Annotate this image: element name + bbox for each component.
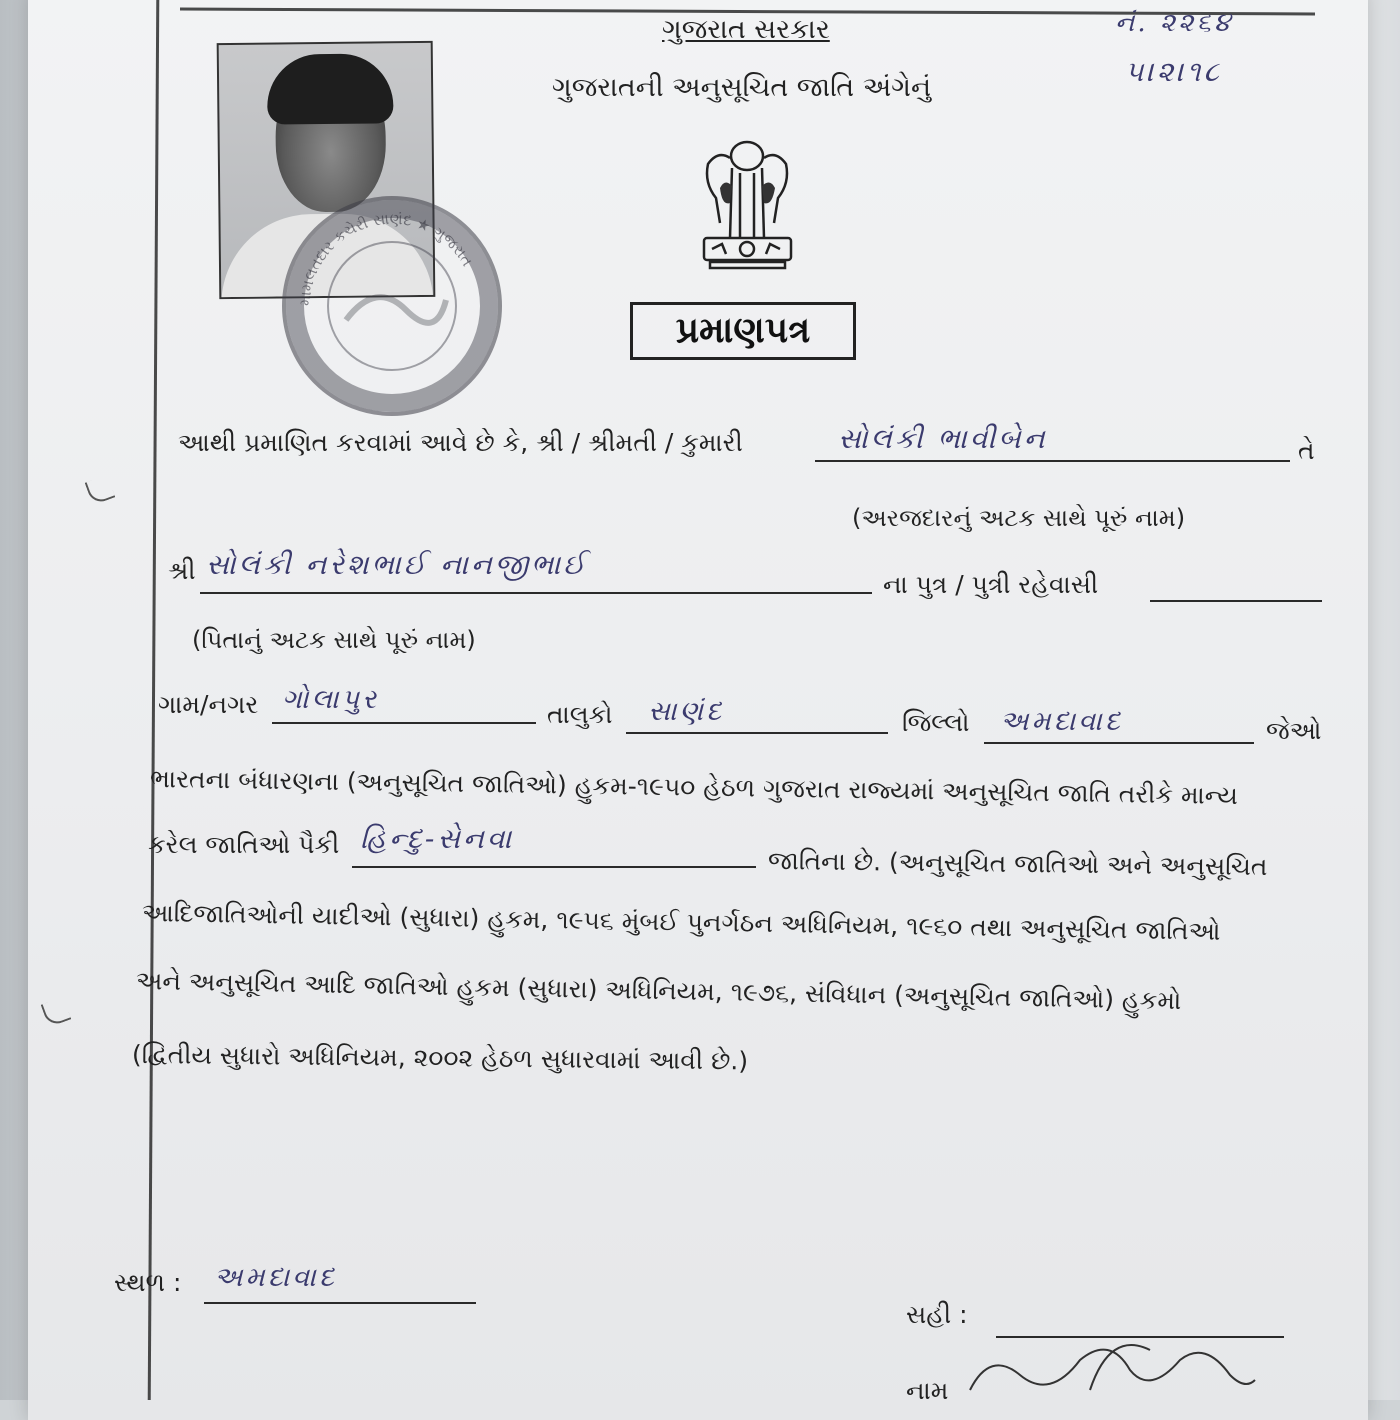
signature-label: સહી : — [906, 1300, 968, 1329]
son-daughter-resident-text: ના પુત્ર / પુત્રી રહેવાસી — [883, 570, 1099, 599]
shri-label: શ્રી — [168, 556, 196, 585]
line3-suffix: જેઓ — [1266, 716, 1322, 745]
village-value: ગોલાપુર — [282, 684, 379, 715]
seal-text: મામલતદાર કચેરી સાણંદ ★ ગુજરાત — [295, 209, 477, 307]
certificate-date: ૫।૨।૧૮ — [1125, 55, 1222, 88]
taluka-label: તાલુકો — [547, 700, 613, 729]
applicant-name: સોલંકી ભાવીબેન — [838, 422, 1048, 455]
certificate-subtitle: ગુજરાતની અનુસૂચિત જાતિ અંગેનું — [552, 72, 932, 103]
district-value: અમદાવાદ — [1000, 706, 1123, 737]
certificate-number: નં. ૨૨૬૪ — [1115, 8, 1234, 38]
amendment-text-3: (દ્વિતીય સુધારો અધિનિયમ, ૨૦૦૨ હેઠળ સુધારવામાં આવી છે.) — [131, 1040, 749, 1076]
amendment-text-1: આદિજાતિઓની યાદીઓ (સુધારા) હુકમ, ૧૯૫૬ મુંબઈ પુનર્ગઠન અધિનિયમ, ૧૯૬૦ તથા અનુસૂચિત જાતિઓ — [141, 898, 1221, 946]
district-line — [984, 742, 1254, 744]
line1-suffix: તે — [1298, 436, 1315, 465]
amendment-text-2: અને અનુસૂચિત આદિ જાતિઓ હુકમ (સુધારા) અધિનિયમ, ૧૯૭૬, સંવિધાન (અનુસૂચિત જાતિઓ) હુકમો — [135, 966, 1182, 1016]
certificate-title-box — [630, 302, 856, 360]
place-line — [204, 1302, 476, 1304]
village-label: ગામ/નગર — [158, 690, 259, 719]
father-name: સોલંકી નરેશભાઈ નાનજીભાઈ — [206, 548, 588, 581]
photo-hair — [267, 53, 394, 124]
applicant-name-line — [815, 460, 1290, 462]
place-value: અમદાવાદ — [214, 1262, 337, 1293]
seal-ring — [286, 200, 498, 412]
caste-list-text: કરેલ જાતિઓ પૈકી — [148, 830, 340, 859]
name-label: નામ — [906, 1376, 949, 1405]
village-line — [272, 722, 536, 724]
residence-line — [1150, 600, 1322, 602]
department-title: ગુજરાત સરકાર — [662, 14, 830, 45]
constitution-text: ભારતના બંધારણના (અનુસૂચિત જાતિઓ) હુકમ-૧૯૫૦ હેઠળ ગુજરાત રાજ્યમાં અનુસૂચિત જાતિ તરીકે માન્ય — [149, 764, 1239, 811]
father-note: (પિતાનું અટક સાથે પૂરું નામ) — [192, 626, 476, 654]
svg-text:મામલતદાર કચેરી સાણંદ ★ ગુજરાત — [296, 210, 477, 307]
ashoka-emblem-icon — [690, 128, 805, 293]
caste-suffix-text: જાતિના છે. (અનુસૂચિત જાતિઓ અને અનુસૂચિત — [767, 846, 1268, 882]
signature-scribble — [960, 1330, 1260, 1400]
taluka-line — [626, 732, 888, 734]
certify-text: આથી પ્રમાણિત કરવામાં આવે છે કે, શ્રી / શ્રીમતી / કુમારી — [178, 428, 743, 457]
caste-value: હિન્દુ-સેનવા — [360, 822, 515, 855]
official-seal — [282, 196, 502, 416]
father-name-line — [200, 592, 872, 594]
district-label: જિલ્લો — [902, 708, 970, 737]
certificate-title: પ્રમાણપત્ર — [675, 310, 811, 351]
caste-line — [352, 866, 756, 868]
place-label: સ્થળ : — [114, 1268, 182, 1297]
applicant-note: (અરજદારનું અટક સાથે પૂરું નામ) — [852, 504, 1186, 532]
taluka-value: સાણંદ — [648, 696, 725, 727]
